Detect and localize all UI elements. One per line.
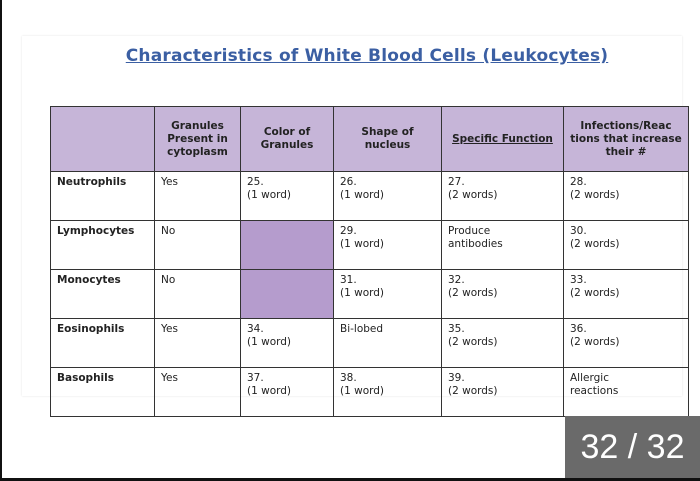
cell-name: Neutrophils [51,172,155,221]
cell-infections: 30. (2 words) [564,221,689,270]
cell-name: Monocytes [51,270,155,319]
header-shape: Shape of nucleus [334,107,442,172]
cell-color: 37. (1 word) [241,368,334,417]
cell-function: 35. (2 words) [442,319,564,368]
header-infections: Infections/Reac tions that increase their # [564,107,689,172]
cell-infections: 33. (2 words) [564,270,689,319]
header-row [51,107,689,172]
cell-shape: 29. (1 word) [334,221,442,270]
cell-granules: Yes [155,368,241,417]
cell-name: Eosinophils [51,319,155,368]
table-body [51,172,689,417]
cell-granules: No [155,270,241,319]
slide [22,36,682,396]
cell-infections: 36. (2 words) [564,319,689,368]
header-function [442,107,564,172]
cell-shape: 31. (1 word) [334,270,442,319]
cell-granules: Yes [155,319,241,368]
page-counter: 32 / 32 [565,416,700,478]
table-row [51,319,689,368]
cell-infections: 28. (2 words) [564,172,689,221]
cell-name: Lymphocytes [51,221,155,270]
cell-color-shaded [241,221,334,270]
table-row [51,221,689,270]
table-row [51,172,689,221]
cell-granules: No [155,221,241,270]
cell-function: 32. (2 words) [442,270,564,319]
header-cell-empty [51,107,155,172]
leukocyte-table [50,106,689,417]
table-row [51,368,689,417]
cell-color-shaded [241,270,334,319]
cell-shape: 26. (1 word) [334,172,442,221]
cell-function: 27. (2 words) [442,172,564,221]
cell-function: Produce antibodies [442,221,564,270]
cell-color: 25. (1 word) [241,172,334,221]
cell-granules: Yes [155,172,241,221]
header-function-label: Specific Function [452,132,553,145]
cell-function: 39. (2 words) [442,368,564,417]
header-color: Color of Granules [241,107,334,172]
cell-infections: Allergic reactions [564,368,689,417]
frame-left-edge [0,0,2,481]
cell-name: Basophils [51,368,155,417]
cell-shape: Bi-lobed [334,319,442,368]
slide-title: Characteristics of White Blood Cells (Leukocytes) [125,46,609,66]
header-granules: Granules Present in cytoplasm [155,107,241,172]
cell-color: 34. (1 word) [241,319,334,368]
table-row [51,270,689,319]
cell-shape: 38. (1 word) [334,368,442,417]
